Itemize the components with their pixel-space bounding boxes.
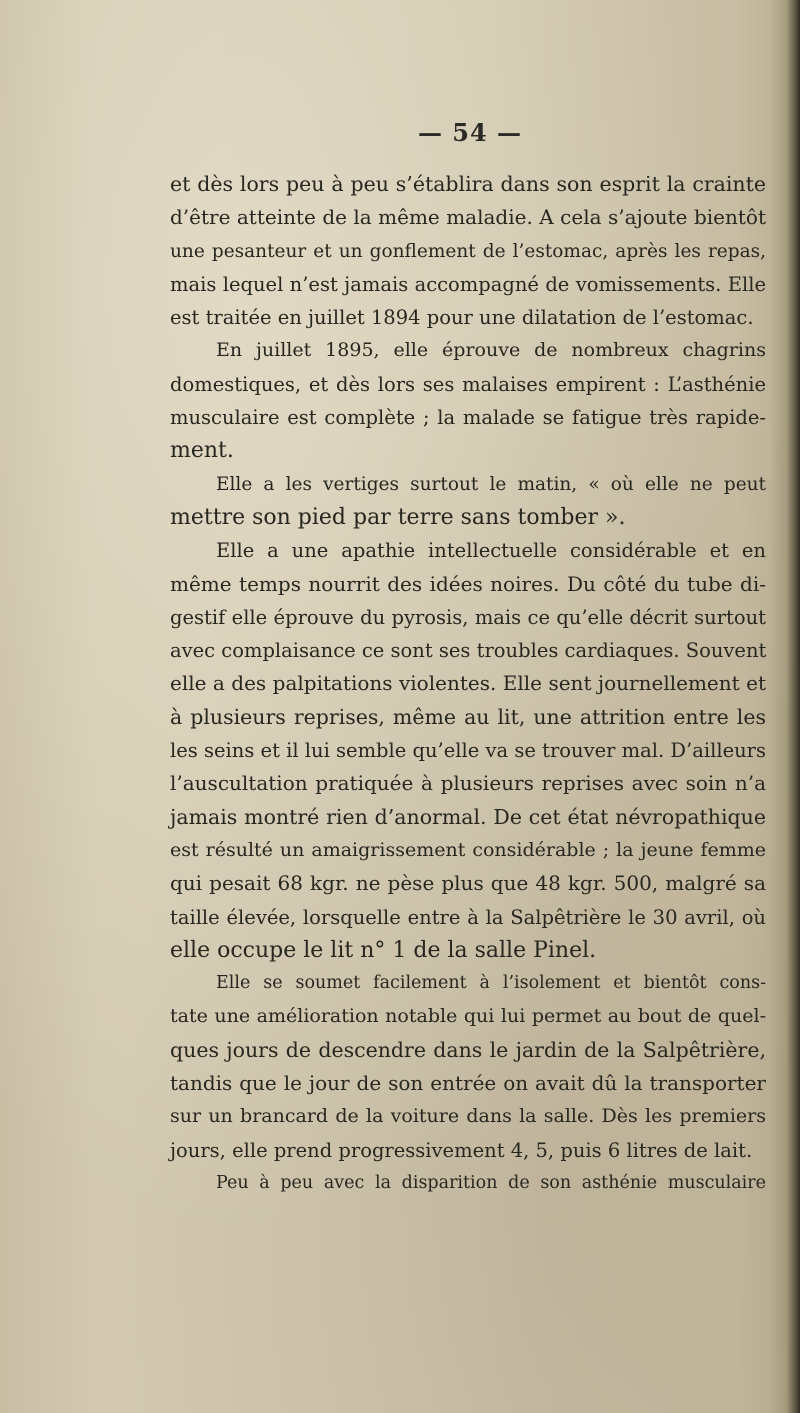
text-line: mettre son pied par terre sans tomber ». xyxy=(170,504,626,530)
text-line: et dès lors peu à peu s’établira dans son esprit la crainte xyxy=(170,172,766,196)
text-line: jours, elle prend progressivement 4, 5, puis 6 litres de lait. xyxy=(170,1138,753,1162)
text-line: Peu à peu avec la disparition de son asthénie musculaire xyxy=(216,1172,766,1193)
text-line: ques jours de descendre dans le jardin de la Salpêtrière, xyxy=(170,1037,766,1062)
text-line: gestif elle éprouve du pyrosis, mais ce qu’elle décrit surtout xyxy=(170,605,766,629)
text-line: est résulté un amaigrissement considérable ; la jeune femme xyxy=(170,838,766,861)
text-line: qui pesait 68 kgr. ne pèse plus que 48 kgr. 500, malgré sa xyxy=(170,871,766,896)
text-line: musculaire est complète ; la malade se fatigue très rapide- xyxy=(170,406,766,430)
text-line: l’auscultation pratiquée à plusieurs reprises avec soin n’a xyxy=(170,771,766,796)
page-edge-shadow xyxy=(770,0,800,1413)
text-line: même temps nourrit des idées noires. Du côté du tube di- xyxy=(170,571,766,596)
text-line: sur un brancard de la voiture dans la salle. Dès les premiers xyxy=(170,1105,766,1128)
text-line: à plusieurs reprises, même au lit, une attrition entre les xyxy=(170,704,766,729)
text-line: En juillet 1895, elle éprouve de nombreux chagrins xyxy=(216,339,766,362)
text-line: jamais montré rien d’anormal. De cet état névropathique xyxy=(170,804,766,829)
body-text xyxy=(170,168,766,1200)
text-line: elle occupe le lit n° 1 de la salle Pinel. xyxy=(170,937,597,963)
text-line: mais lequel n’est jamais accompagné de vomissements. Elle xyxy=(170,272,766,296)
text-line: tate une amélioration notable qui lui permet au bout de quel- xyxy=(170,1005,766,1028)
text-line: est traitée en juillet 1894 pour une dilatation de l’estomac. xyxy=(170,306,754,330)
text-line: elle a des palpitations violentes. Elle sent journellement et xyxy=(170,671,766,696)
text-line: ment. xyxy=(170,438,234,464)
text-line: d’être atteinte de la même maladie. A cela s’ajoute bientôt xyxy=(170,205,766,230)
text-line: les seins et il lui semble qu’elle va se trouver mal. D’ailleurs xyxy=(170,739,766,763)
text-line: Elle a une apathie intellectuelle considérable et en xyxy=(216,539,766,563)
text-line: Elle se soumet facilement à l’isolement et bientôt cons- xyxy=(216,973,766,994)
text-line: avec complaisance ce sont ses troubles cardiaques. Souvent xyxy=(170,639,767,663)
text-line: une pesanteur et un gonflement de l’estomac, après les repas, xyxy=(170,240,766,262)
page-number: — 54 — xyxy=(417,118,523,147)
text-line: Elle a les vertiges surtout le matin, « où elle ne peut xyxy=(216,473,766,495)
text-line: tandis que le jour de son entrée on avait dû la transporter xyxy=(170,1071,766,1096)
text-line: domestiques, et dès lors ses malaises empirent : L’asthénie xyxy=(170,372,766,396)
text-line: taille élevée, lorsquelle entre à la Salpêtrière le 30 avril, où xyxy=(170,905,766,929)
